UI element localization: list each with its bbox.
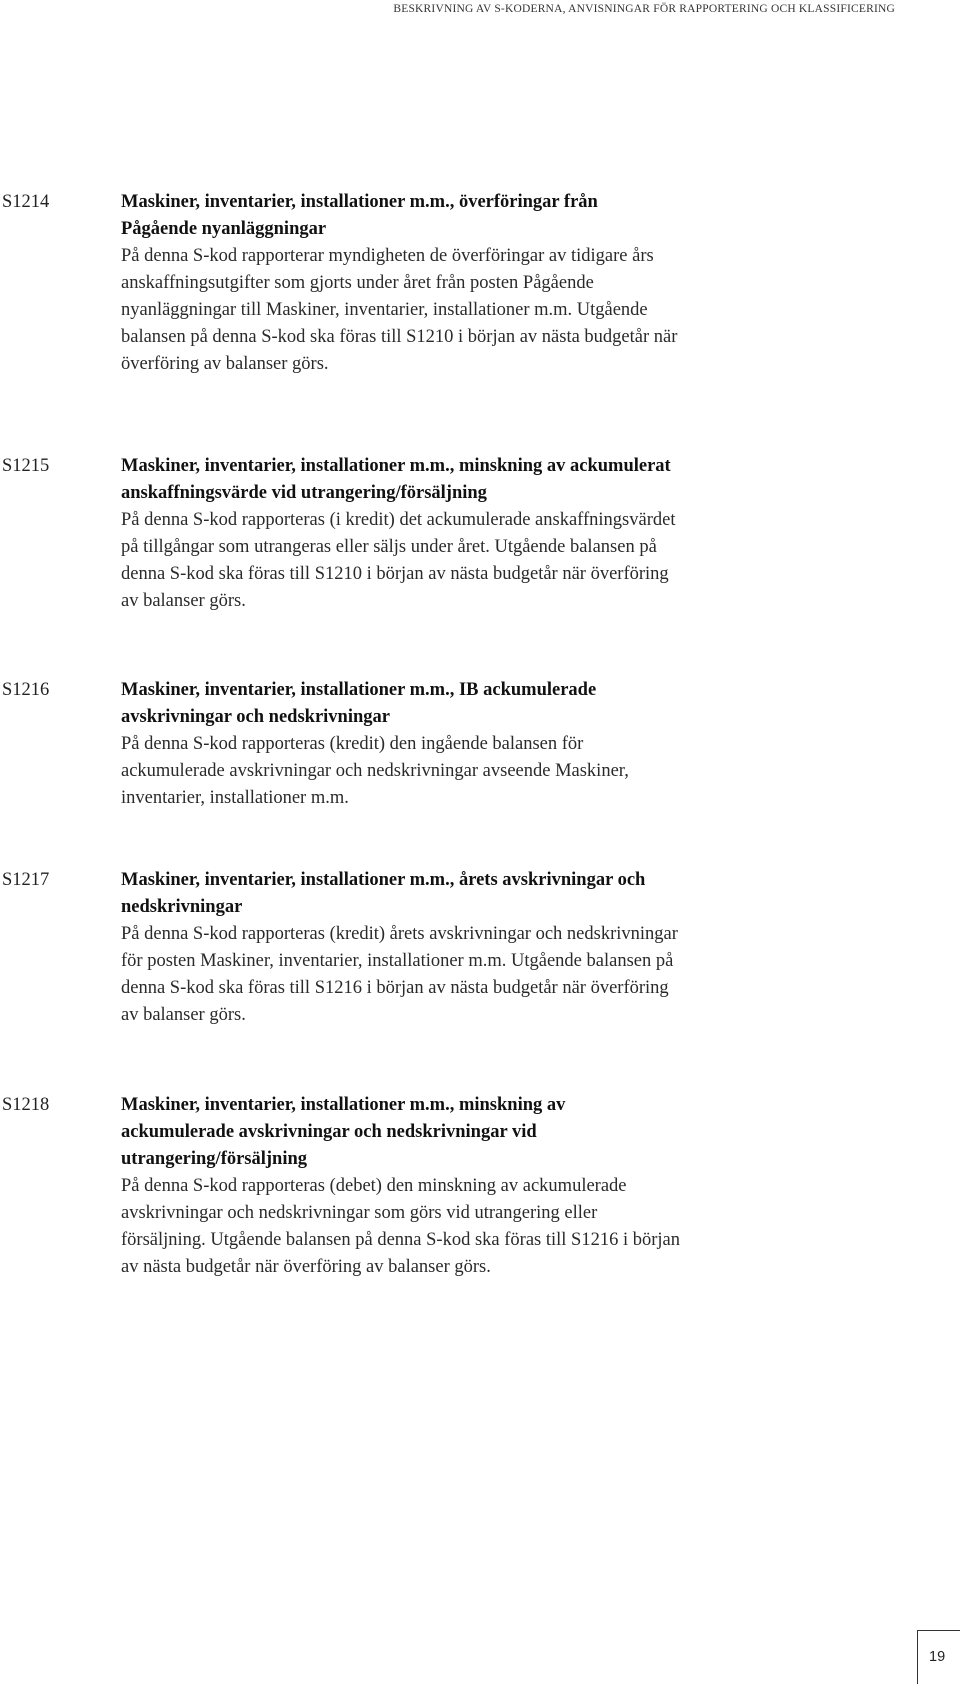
s-code: S1214 bbox=[2, 192, 50, 212]
body-line: överföring av balanser görs. bbox=[121, 354, 329, 374]
body-line: för posten Maskiner, inventarier, installationer m.m. Utgående balansen på bbox=[121, 951, 674, 971]
title-line: Maskiner, inventarier, installationer m.m., årets avskrivningar och bbox=[121, 870, 646, 890]
body-line: På denna S-kod rapporteras (debet) den minskning av ackumulerade bbox=[121, 1176, 627, 1196]
body-line: balansen på denna S-kod ska föras till S1210 i början av nästa budgetår när bbox=[121, 327, 678, 347]
entry-body bbox=[121, 1173, 921, 1281]
body-line: av nästa budgetår när överföring av balanser görs. bbox=[121, 1257, 491, 1277]
body-line: inventarier, installationer m.m. bbox=[121, 788, 349, 808]
body-line: ackumulerade avskrivningar och nedskrivningar avseende Maskiner, bbox=[121, 761, 629, 781]
entry-title bbox=[121, 1092, 921, 1173]
body-line: av balanser görs. bbox=[121, 591, 246, 611]
body-line: anskaffningsutgifter som gjorts under året från posten Pågående bbox=[121, 273, 594, 293]
title-line: utrangering/försäljning bbox=[121, 1149, 308, 1169]
entry-content bbox=[121, 453, 921, 615]
title-line: Maskiner, inventarier, installationer m.m., IB ackumulerade bbox=[121, 680, 597, 700]
body-line: denna S-kod ska föras till S1216 i början av nästa budgetår när överföring bbox=[121, 978, 669, 998]
title-line: Maskiner, inventarier, installationer m.m., minskning av ackumulerat bbox=[121, 456, 671, 476]
entry-title bbox=[121, 453, 921, 507]
entry-content bbox=[121, 189, 921, 378]
body-line: På denna S-kod rapporterar myndigheten de överföringar av tidigare års bbox=[121, 246, 654, 266]
s-code: S1217 bbox=[2, 870, 50, 890]
entry-body bbox=[121, 507, 921, 615]
title-line: nedskrivningar bbox=[121, 897, 243, 917]
page-number: 19 bbox=[929, 1649, 946, 1665]
entry-content bbox=[121, 677, 921, 812]
body-line: nyanläggningar till Maskiner, inventarier, installationer m.m. Utgående bbox=[121, 300, 648, 320]
body-line: försäljning. Utgående balansen på denna S-kod ska föras till S1216 i början bbox=[121, 1230, 680, 1250]
entry-title bbox=[121, 189, 921, 243]
title-line: anskaffningsvärde vid utrangering/försäljning bbox=[121, 483, 487, 503]
body-line: På denna S-kod rapporteras (i kredit) det ackumulerade anskaffningsvärdet bbox=[121, 510, 676, 530]
s-code: S1216 bbox=[2, 680, 50, 700]
entry-body bbox=[121, 243, 921, 378]
title-line: avskrivningar och nedskrivningar bbox=[121, 707, 390, 727]
body-line: på tillgångar som utrangeras eller säljs under året. Utgående balansen på bbox=[121, 537, 657, 557]
body-line: av balanser görs. bbox=[121, 1005, 246, 1025]
entry-title bbox=[121, 867, 921, 921]
s-code: S1218 bbox=[2, 1095, 50, 1115]
title-line: ackumulerade avskrivningar och nedskrivningar vid bbox=[121, 1122, 537, 1142]
body-line: På denna S-kod rapporteras (kredit) den ingående balansen för bbox=[121, 734, 584, 754]
title-line: Maskiner, inventarier, installationer m.m., minskning av bbox=[121, 1095, 566, 1115]
entry-content bbox=[121, 867, 921, 1029]
s-code: S1215 bbox=[2, 456, 50, 476]
title-line: Pågående nyanläggningar bbox=[121, 219, 327, 239]
entry-title bbox=[121, 677, 921, 731]
page-number-box bbox=[917, 1630, 960, 1684]
title-line: Maskiner, inventarier, installationer m.m., överföringar från bbox=[121, 192, 598, 212]
entry-body bbox=[121, 921, 921, 1029]
entry-content bbox=[121, 1092, 921, 1281]
body-line: denna S-kod ska föras till S1210 i början av nästa budgetår när överföring bbox=[121, 564, 669, 584]
running-header: BESKRIVNING AV S-KODERNA, ANVISNINGAR FÖR RAPPORTERING OCH KLASSIFICERING bbox=[393, 3, 895, 15]
body-line: På denna S-kod rapporteras (kredit) årets avskrivningar och nedskrivningar bbox=[121, 924, 678, 944]
body-line: avskrivningar och nedskrivningar som görs vid utrangering eller bbox=[121, 1203, 598, 1223]
entry-body bbox=[121, 731, 921, 812]
